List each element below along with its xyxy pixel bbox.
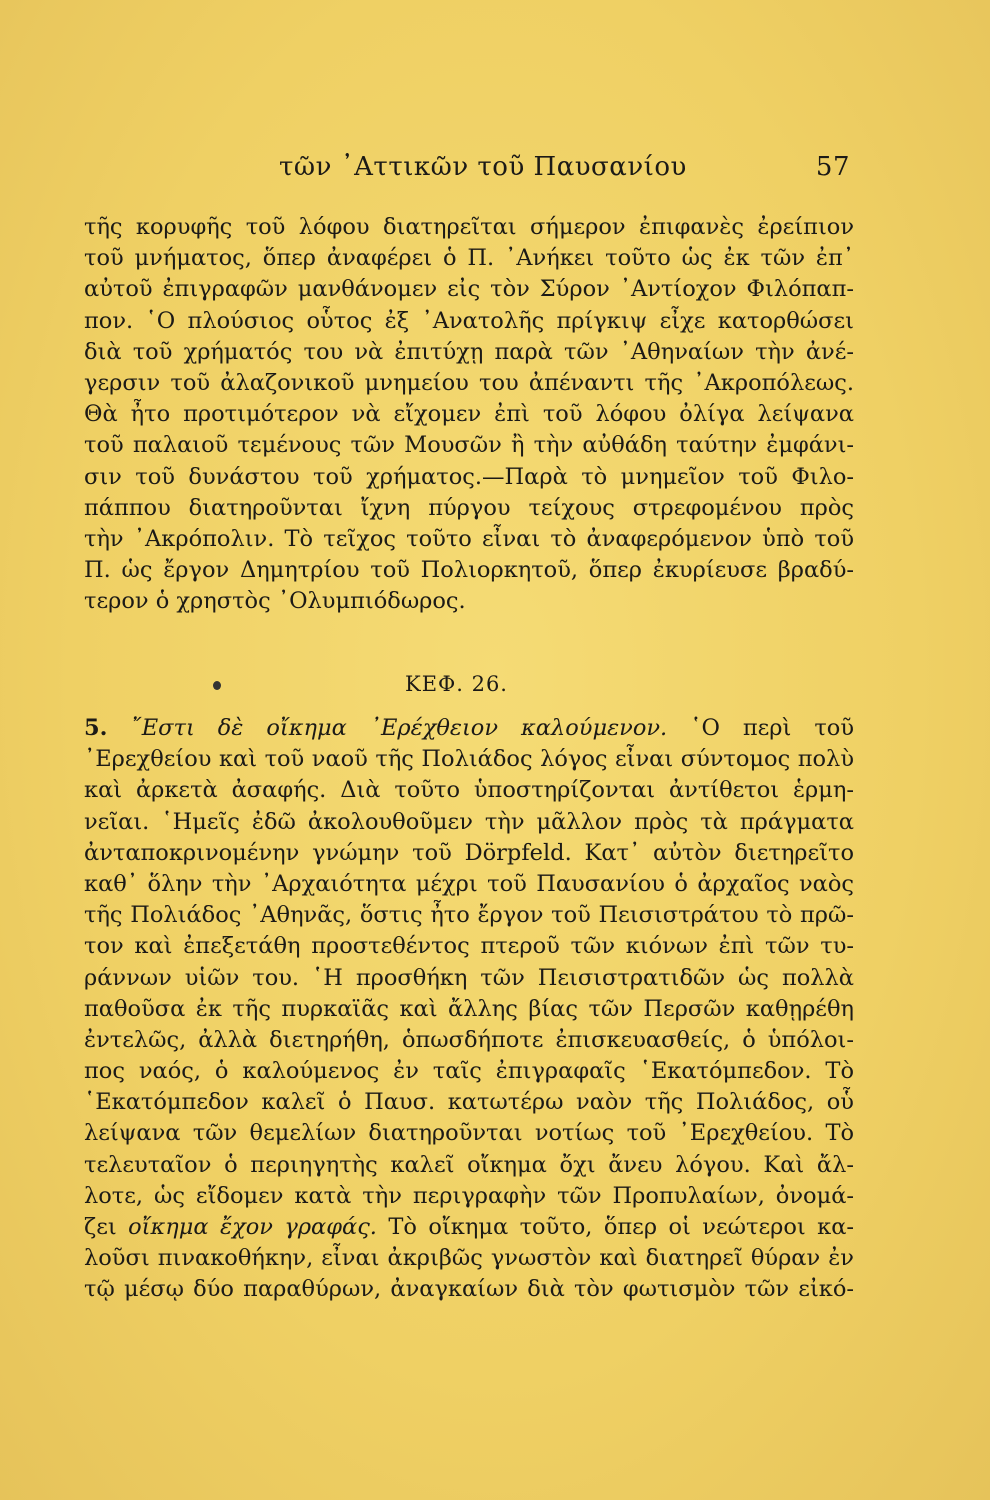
text-line: πον. ῾Ο πλούσιος οὗτος ἐξ ᾿Ανατολῆς πρίγκιψ εἶχε κατορθώσει: [84, 307, 854, 334]
header-title: τῶν ᾿Αττικῶν τοῦ Παυσανίου: [279, 152, 687, 182]
text-line: νεῖαι. ῾Ημεῖς ἐδῶ ἀκολουθοῦμεν τὴν μᾶλλον πρὸς τὰ πράγματα: [84, 808, 854, 835]
chapter-heading: ΚΕΦ. 26.: [405, 672, 508, 696]
text-line: τον καὶ ἐπεξετάθη προστεθέντος πτεροῦ τῶν κιόνων ἐπὶ τῶν τυ-: [84, 933, 854, 960]
text-line: τῆς Πολιάδος ᾿Αθηνᾶς, ὅστις ἦτο ἔργον τοῦ Πεισιστράτου τὸ πρῶ-: [84, 902, 854, 929]
text-line: ράννων υἱῶν του. ῾Η προσθήκη τῶν Πεισιστρατιδῶν ὡς πολλὰ: [84, 964, 854, 991]
text-line: λοτε, ὡς εἴδομεν κατὰ τὴν περιγραφὴν τῶν Προπυλαίων, ὀνομά-: [84, 1182, 854, 1209]
text-line: τερον ὁ χρηστὸς ᾿Ολυμπιόδωρος.: [84, 588, 466, 615]
paragraph-2: [84, 713, 854, 1306]
text-line: τῷ μέσῳ δύο παραθύρων, ἀναγκαίων διὰ τὸν φωτισμὸν τῶν εἰκό-: [84, 1276, 854, 1303]
text-line: Π. ὡς ἔργον Δημητρίου τοῦ Πολιορκητοῦ, ὅπερ ἐκυρίευσε βραδύ-: [84, 557, 854, 584]
text-line: ᾿Ερεχθείου καὶ τοῦ ναοῦ τῆς Πολιάδος λόγος εἶναι σύντομος πολὺ: [84, 746, 854, 773]
text-line: πάππου διατηροῦνται ἴχνη πύργου τείχους στρεφομένου πρὸς: [84, 494, 854, 521]
text-line: παθοῦσα ἐκ τῆς πυρκαϊᾶς καὶ ἄλλης βίας τῶν Περσῶν καθῃρέθη: [84, 995, 854, 1022]
ink-dot: [213, 681, 221, 690]
text-line: τοῦ παλαιοῦ τεμένους τῶν Μουσῶν ἢ τὴν αὐθάδη ταύτην ἐμφάνι-: [84, 432, 854, 459]
running-header: [84, 152, 850, 192]
quoted-lemma: ῎Εστι δὲ οἴκημα ᾿Ερέχθειον καλούμενον.: [130, 715, 668, 741]
text-line: τῆς κορυφῆς τοῦ λόφου διατηρεῖται σήμερον ἐπιφανὲς ἐρείπιον: [84, 214, 854, 240]
text-line: σιν τοῦ δυνάστου τοῦ χρήματος.—Παρὰ τὸ μνημεῖον τοῦ Φιλο-: [84, 463, 854, 490]
first-line-rest: ῾Ο περὶ τοῦ: [690, 715, 854, 741]
text-line: λείψανα τῶν θεμελίων διατηροῦνται νοτίως τοῦ ᾿Ερεχθείου. Τὸ: [84, 1120, 854, 1147]
text-line: ἀνταποκρινομένην γνώμην τοῦ Dörpfeld. Κατ᾿ αὐτὸν διετηρεῖτο: [84, 839, 854, 866]
text-line: τελευταῖον ὁ περιηγητὴς καλεῖ οἴκημα ὄχι ἄνευ λόγου. Καὶ ἄλ-: [84, 1151, 854, 1178]
text-line: τοῦ μνήματος, ὅπερ ἀναφέρει ὁ Π. ᾿Ανήκει τοῦτο ὡς ἐκ τῶν ἐπ᾿: [84, 245, 854, 272]
text-line: διὰ τοῦ χρήματός του νὰ ἐπιτύχῃ παρὰ τῶν ᾿Αθηναίων τὴν ἀνέ-: [84, 338, 854, 365]
text-line: λοῦσι πινακοθήκην, εἶναι ἀκριβῶς γνωστὸν καὶ διατηρεῖ θύραν ἐν: [84, 1245, 854, 1272]
text-line: αὐτοῦ ἐπιγραφῶν μανθάνομεν εἰς τὸν Σύρον ᾿Αντίοχον Φιλόπαπ-: [84, 276, 854, 303]
paragraph-1: [84, 212, 854, 617]
italic-line-post: Τὸ οἴκημα τοῦτο, ὅπερ οἱ νεώτεροι κα-: [388, 1214, 854, 1240]
text-line: καὶ ἀρκετὰ ἀσαφής. Διὰ τοῦτο ὑποστηρίζονται ἀντίθετοι ἑρμη-: [84, 777, 854, 804]
italic-line-pre: ζει: [84, 1214, 117, 1240]
section-marker: 5.: [84, 715, 108, 741]
text-line: καθ᾿ ὅλην τὴν ᾿Αρχαιότητα μέχρι τοῦ Παυσανίου ὁ ἀρχαῖος ναὸς: [84, 870, 854, 897]
text-line: τὴν ᾿Ακρόπολιν. Τὸ τεῖχος τοῦτο εἶναι τὸ ἀναφερόμενον ὑπὸ τοῦ: [84, 525, 854, 552]
paragraph-2-first-line: [84, 713, 854, 744]
text-line-italic: [84, 1212, 854, 1243]
page-number: 57: [815, 152, 850, 182]
italic-phrase: οἴκημα ἔχον γραφάς.: [128, 1214, 377, 1240]
text-line: Θὰ ἦτο προτιμότερον νὰ εἴχομεν ἐπὶ τοῦ λόφου ὀλίγα λείψανα: [84, 401, 854, 428]
text-line: πος ναός, ὁ καλούμενος ἐν ταῖς ἐπιγραφαῖς ῾Εκατόμπεδον. Τὸ: [84, 1058, 854, 1085]
text-line: ῾Εκατόμπεδον καλεῖ ὁ Παυσ. κατωτέρω ναὸν τῆς Πολιάδος, οὗ: [84, 1089, 854, 1116]
text-line: γερσιν τοῦ ἀλαζονικοῦ μνημείου του ἀπέναντι τῆς ᾿Ακροπόλεως.: [84, 369, 854, 396]
text-line: ἐντελῶς, ἀλλὰ διετηρήθη, ὁπωσδήποτε ἐπισκευασθείς, ὁ ὑπόλοι-: [84, 1026, 854, 1053]
